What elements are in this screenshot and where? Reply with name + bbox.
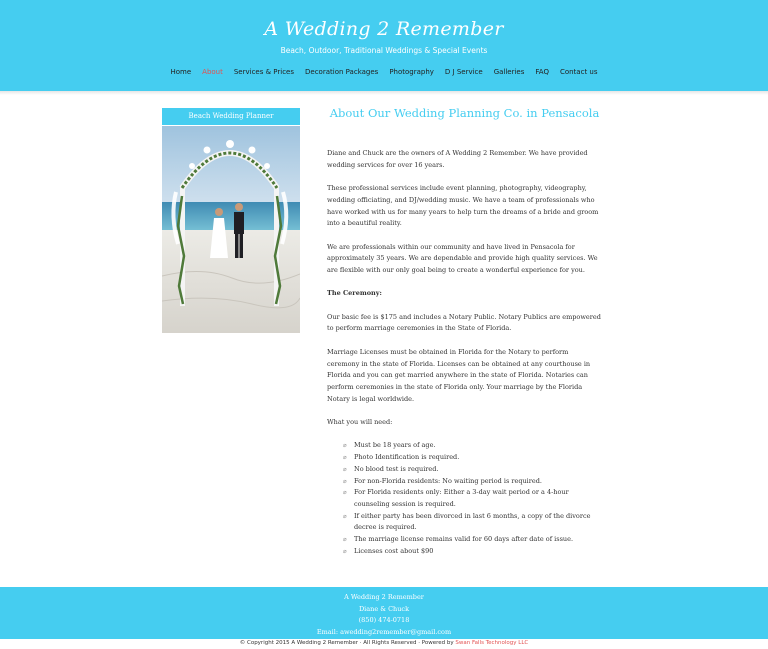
footer-owners: Diane & Chuck bbox=[358, 604, 410, 613]
page-title: About Our Wedding Planning Co. in Pensacola bbox=[329, 106, 600, 120]
beach-wedding-photo bbox=[162, 126, 300, 333]
list-item: ⌀ No blood test is required. bbox=[343, 464, 602, 476]
list-item: ⌀ For non-Florida residents: No waiting period is required. bbox=[343, 476, 602, 488]
paperclip-icon: ⌀ bbox=[343, 477, 347, 485]
paperclip-icon: ⌀ bbox=[343, 536, 347, 544]
copyright-bar bbox=[0, 640, 768, 646]
paperclip-icon: ⌀ bbox=[343, 465, 347, 473]
footer-business-name: A Wedding 2 Remember bbox=[344, 593, 424, 601]
site-footer bbox=[0, 587, 768, 639]
list-item: ⌀ For Florida residents only: Either a 3-day wait period or a 4-hour counseling session is required. bbox=[343, 488, 569, 508]
list-item: ⌀ If either party has been divorced in last 6 months, a copy of the divorce decree is required. bbox=[343, 511, 591, 532]
main-nav bbox=[0, 68, 768, 76]
site-tagline: Beach, Outdoor, Traditional Weddings & Special Events bbox=[280, 46, 488, 55]
sidebar-title: Beach Wedding Planner bbox=[162, 108, 300, 125]
nav-decoration-packages[interactable]: Decoration Packages bbox=[305, 68, 379, 76]
list-item: ⌀ Photo Identification is required. bbox=[343, 452, 602, 464]
paperclip-icon: ⌀ bbox=[343, 489, 347, 497]
paperclip-icon: ⌀ bbox=[343, 454, 347, 462]
nav-contact-us[interactable]: Contact us bbox=[559, 68, 598, 76]
list-item: ⌀ The marriage license remains valid for 60 days after date of issue. bbox=[343, 534, 602, 546]
list-item: ⌀ Must be 18 years of age. bbox=[343, 440, 602, 452]
site-header bbox=[0, 0, 768, 91]
licenses-paragraph: Marriage Licenses must be obtained in Florida for the Notary to perform ceremony in the state of Florida. Licenses can be obtained at any courthouse in Florida and you can get married anywhere in the state of Florida. Notaries can perform ceremonies in the state of Florida only. Your marriage by the Florida Notary is legal worldwide. bbox=[327, 347, 591, 403]
nav-faq[interactable]: FAQ bbox=[535, 68, 549, 76]
list-item: ⌀ Licenses cost about $90 bbox=[343, 546, 602, 558]
nav-photography[interactable]: Photography bbox=[389, 68, 434, 76]
header-shadow bbox=[0, 91, 768, 95]
nav-galleries[interactable]: Galleries bbox=[493, 68, 525, 76]
nav-services-prices[interactable]: Services & Prices bbox=[233, 68, 295, 76]
footer-email[interactable]: Email: awedding2remember@gmail.com bbox=[316, 627, 452, 636]
intro-paragraph: Diane and Chuck are the owners of A Wedding 2 Remember. We have provided wedding services for over 16 years. bbox=[327, 149, 588, 169]
ceremony-heading: The Ceremony: bbox=[327, 289, 382, 298]
nav-dj-service[interactable]: D J Service bbox=[444, 68, 483, 76]
nav-home[interactable]: Home bbox=[170, 68, 192, 76]
credit-link[interactable]: Swan Falls Technology LLC bbox=[455, 640, 529, 646]
fee-paragraph: Our basic fee is $175 and includes a Notary Public. Notary Publics are empowered to perform marriage ceremonies in the State of Florida. bbox=[327, 312, 601, 333]
paperclip-icon: ⌀ bbox=[343, 512, 347, 520]
services-paragraph: These professional services include event planning, photography, videography, wedding officiating, and DJ/wedding music. We have a team of professionals who have worked with us for many years to help turn the dreams of a bride and groom into a beautiful reality. bbox=[327, 184, 599, 228]
footer-phone[interactable]: (850) 474-0718 bbox=[358, 616, 410, 625]
paperclip-icon: ⌀ bbox=[343, 442, 347, 450]
community-paragraph: We are professionals within our community and have lived in Pensacola for approximately 35 years. We are dependable and provide high quality services. We are flexible with our only goal being to create a wonderful experience for you. bbox=[327, 242, 598, 274]
needs-heading: What you will need: bbox=[327, 418, 393, 427]
paperclip-icon: ⌀ bbox=[343, 547, 347, 555]
copyright-text: © Copyright 2015 A Wedding 2 Remember · All Rights Reserved · Powered by bbox=[239, 640, 456, 646]
site-title[interactable]: A Wedding 2 Remember bbox=[264, 18, 504, 40]
requirements-list bbox=[343, 440, 602, 557]
nav-about[interactable]: About bbox=[202, 68, 223, 76]
main-content bbox=[327, 148, 602, 558]
